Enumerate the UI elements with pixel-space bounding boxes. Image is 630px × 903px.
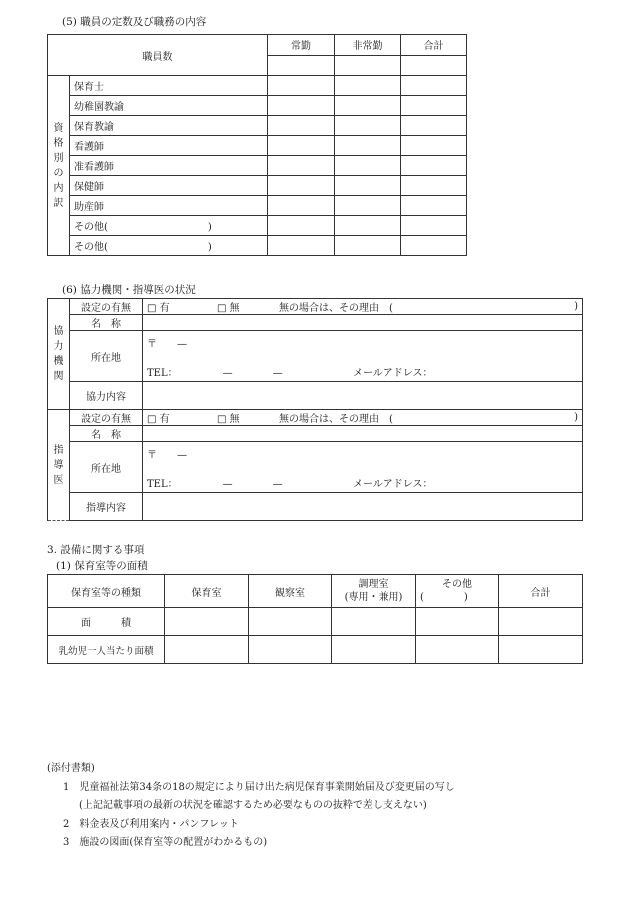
- cell[interactable]: [249, 636, 332, 664]
- row-label: 保育教諭: [70, 116, 268, 136]
- facility-section-title: 3. 設備に関する事項: [47, 544, 145, 556]
- address-label: 所在地: [70, 331, 143, 382]
- cell[interactable]: [335, 196, 401, 216]
- cell[interactable]: [332, 636, 416, 664]
- cell[interactable]: [249, 608, 332, 636]
- reason-close: ): [574, 412, 578, 423]
- cell[interactable]: [335, 176, 401, 196]
- cell[interactable]: [335, 136, 401, 156]
- contact-line[interactable]: [143, 472, 583, 493]
- row-label: その他( ): [70, 216, 268, 236]
- attachment-item-1: 1 児童福祉法第34条の18の規定により届け出た病児保育事業開始届及び変更届の写し: [63, 782, 455, 793]
- cell[interactable]: [268, 216, 335, 236]
- area-row-label: 面 積: [48, 608, 165, 636]
- col-parttime: 非常勤: [335, 35, 401, 56]
- option-yes[interactable]: □ 有: [147, 303, 170, 314]
- postal-line[interactable]: 〒 —: [143, 442, 583, 473]
- presence-label: 設定の有無: [70, 410, 143, 426]
- cell[interactable]: [268, 176, 335, 196]
- kitchen-header: 調理室 (専用・兼用): [332, 575, 416, 608]
- address-label: 所在地: [70, 442, 143, 493]
- doctor-side-label: 指導医: [48, 410, 70, 521]
- content-cell[interactable]: [143, 493, 583, 521]
- parttime-total-cell[interactable]: [335, 55, 401, 76]
- cell[interactable]: [335, 236, 401, 256]
- tel-label: TEL： — —: [147, 367, 283, 379]
- presence-label: 設定の有無: [70, 299, 143, 315]
- reason-close: ): [574, 301, 578, 312]
- facility-table: [47, 574, 583, 664]
- tel-label: TEL： — —: [147, 478, 283, 490]
- other-header: その他 ( ): [416, 575, 499, 608]
- cell[interactable]: [335, 116, 401, 136]
- content-label: 協力内容: [70, 382, 143, 410]
- row-label: 看護師: [70, 136, 268, 156]
- attachment-item-2: 2 料金表及び利用案内・パンフレット: [63, 819, 239, 830]
- cell[interactable]: [268, 136, 335, 156]
- cell[interactable]: [332, 608, 416, 636]
- row-label: 幼稚園教諭: [70, 96, 268, 116]
- name-label: 名 称: [70, 315, 143, 331]
- reason-label: 無の場合は、その理由 (: [279, 303, 393, 314]
- attachment-item-3: 3 施設の図面(保育室等の配置がわかるもの): [63, 837, 268, 848]
- postal-line[interactable]: 〒 —: [143, 331, 583, 362]
- cell[interactable]: [401, 236, 467, 256]
- cell[interactable]: [268, 196, 335, 216]
- cell[interactable]: [268, 236, 335, 256]
- cell[interactable]: [416, 636, 499, 664]
- qualification-side-label: 資格別の内訳: [48, 76, 70, 256]
- reason-label: 無の場合は、その理由 (: [279, 414, 393, 425]
- option-yes[interactable]: □ 有: [147, 414, 170, 425]
- cell[interactable]: [335, 216, 401, 236]
- coop-section-title: (6) 協力機関・指導医の状況: [62, 284, 196, 296]
- cell[interactable]: [335, 156, 401, 176]
- coop-table: [47, 298, 583, 521]
- attachments-title: (添付書類): [47, 763, 95, 774]
- cell[interactable]: [165, 608, 249, 636]
- cell[interactable]: [499, 608, 583, 636]
- observation-room-header: 観察室: [249, 575, 332, 608]
- cell[interactable]: [499, 636, 583, 664]
- cell[interactable]: [268, 96, 335, 116]
- presence-cell: [143, 410, 583, 426]
- attachment-item-1-note: (上記記載事項の最新の状況を確認するため必要なものの抜粋で差し支えない): [79, 800, 427, 811]
- email-label: メールアドレス：: [353, 367, 433, 379]
- area-per-child-row-label: 乳幼児一人当たり面積: [48, 636, 165, 664]
- cell[interactable]: [401, 76, 467, 96]
- nursery-room-header: 保育室: [165, 575, 249, 608]
- cell[interactable]: [401, 136, 467, 156]
- content-label: 指導内容: [70, 493, 143, 521]
- room-type-header: 保育室等の種類: [48, 575, 165, 608]
- row-label: 助産師: [70, 196, 268, 216]
- option-no[interactable]: □ 無: [217, 303, 240, 314]
- email-label: メールアドレス：: [353, 478, 433, 490]
- coop-org-side-label: 協力機関: [48, 299, 70, 410]
- option-no[interactable]: □ 無: [217, 414, 240, 425]
- cell[interactable]: [401, 216, 467, 236]
- content-cell[interactable]: [143, 382, 583, 410]
- name-cell[interactable]: [143, 315, 583, 331]
- cell[interactable]: [335, 96, 401, 116]
- cell[interactable]: [335, 76, 401, 96]
- staff-table: [47, 34, 467, 256]
- facility-total-header: 合計: [499, 575, 583, 608]
- cell[interactable]: [401, 96, 467, 116]
- presence-cell: [143, 299, 583, 315]
- total-total-cell[interactable]: [401, 55, 467, 76]
- cell[interactable]: [401, 176, 467, 196]
- staff-count-header: 職員数: [48, 35, 268, 76]
- row-label: 准看護師: [70, 156, 268, 176]
- col-fulltime: 常勤: [268, 35, 335, 56]
- cell[interactable]: [268, 76, 335, 96]
- cell[interactable]: [268, 116, 335, 136]
- staff-section-title: (5) 職員の定数及び職務の内容: [62, 16, 207, 28]
- cell[interactable]: [268, 156, 335, 176]
- fulltime-total-cell[interactable]: [268, 55, 335, 76]
- cell[interactable]: [165, 636, 249, 664]
- col-total: 合計: [401, 35, 467, 56]
- cell[interactable]: [401, 196, 467, 216]
- row-label: その他( ): [70, 236, 268, 256]
- cell[interactable]: [416, 608, 499, 636]
- cell[interactable]: [401, 116, 467, 136]
- name-label: 名 称: [70, 426, 143, 442]
- row-label: 保育士: [70, 76, 268, 96]
- row-label: 保健師: [70, 176, 268, 196]
- facility-subtitle: (1) 保育室等の面積: [56, 560, 148, 572]
- cell[interactable]: [401, 156, 467, 176]
- contact-line[interactable]: [143, 361, 583, 382]
- name-cell[interactable]: [143, 426, 583, 442]
